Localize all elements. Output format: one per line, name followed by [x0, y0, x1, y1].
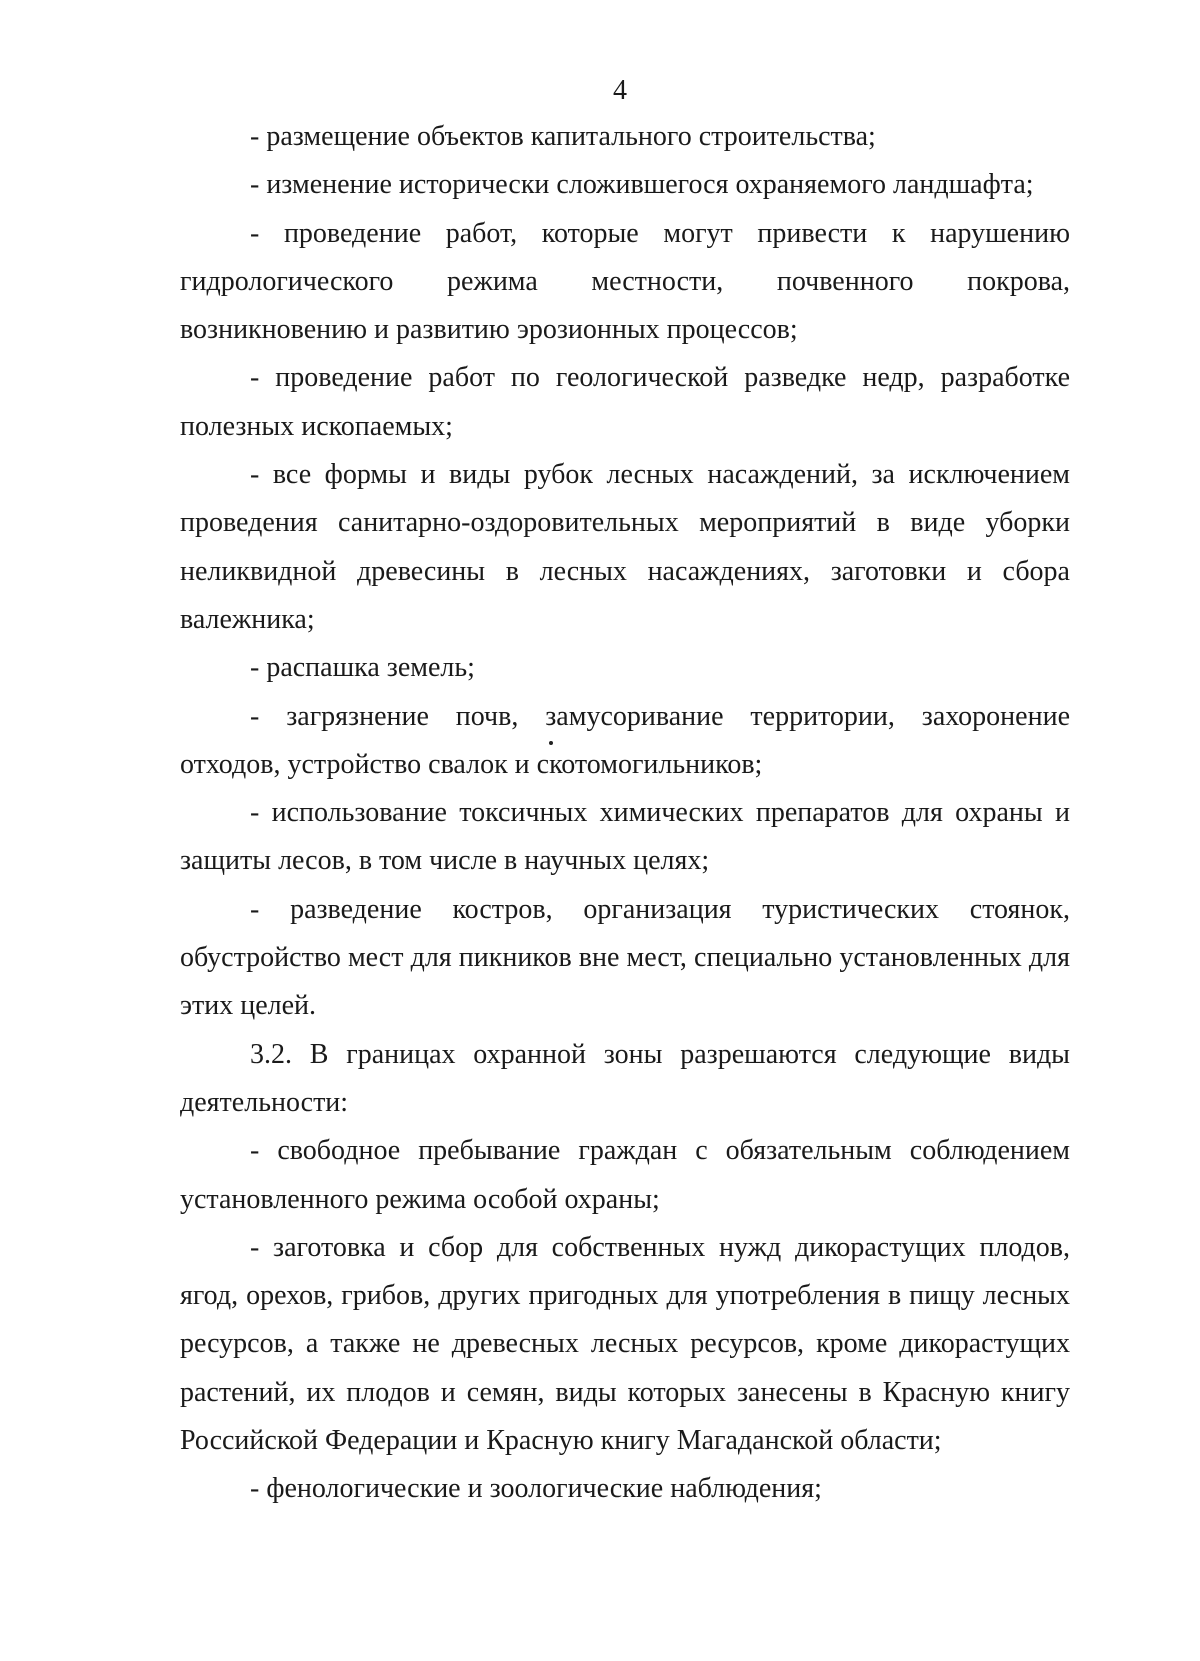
paragraph-4: - проведение работ по геологической разведке недр, разработке полезных ископаемых;	[180, 362, 1070, 442]
paragraph-1: - размещение объектов капитального строительства;	[250, 121, 876, 152]
page-number: 4	[613, 75, 627, 106]
paragraph-12: - заготовка и сбор для собственных нужд дикорастущих плодов, ягод, орехов, грибов, других пригодных для употребления в пищу лесных ресурсов, а также не древесных лесных ресурсов, кроме дикорастущих растений, их плодов и семян, виды которых занесены в Красную книгу Российской Федерации и Красную книгу Магаданской области;	[180, 1231, 1070, 1457]
body-text	[180, 113, 1070, 1514]
paragraph-3: - проведение работ, которые могут привести к нарушению гидрологического режима местности, почвенного покрова, возникновению и развитию эрозионных процессов;	[180, 217, 1070, 346]
paragraph-7: - загрязнение почв, замусоривание территории, захоронение отходов, устройство свалок и скотомогильников;	[180, 700, 1070, 780]
paragraph-13: - фенологические и зоологические наблюдения;	[250, 1473, 822, 1505]
paragraph-9: - разведение костров, организация туристических стоянок, обустройство мест для пикников вне мест, специально установленных для этих целей.	[180, 893, 1070, 1022]
paragraph-8: - использование токсичных химических препаратов для охраны и защиты лесов, в том числе в научных целях;	[180, 797, 1070, 877]
paragraph-5: - все формы и виды рубок лесных насаждений, за исключением проведения санитарно-оздоровительных мероприятий в виде уборки неликвидной древесины в лесных насаждениях, заготовки и сбора валежника;	[180, 459, 1070, 635]
scan-speck	[549, 741, 553, 745]
paragraph-2: - изменение исторически сложившегося охраняемого ландшафта;	[250, 169, 1034, 201]
paragraph-6: - распашка земель;	[250, 652, 475, 684]
section-3-2-heading: 3.2. В границах охранной зоны разрешаются следующие виды деятельности:	[180, 1038, 1070, 1118]
paragraph-11: - свободное пребывание граждан с обязательным соблюдением установленного режима особой охраны;	[180, 1135, 1070, 1215]
